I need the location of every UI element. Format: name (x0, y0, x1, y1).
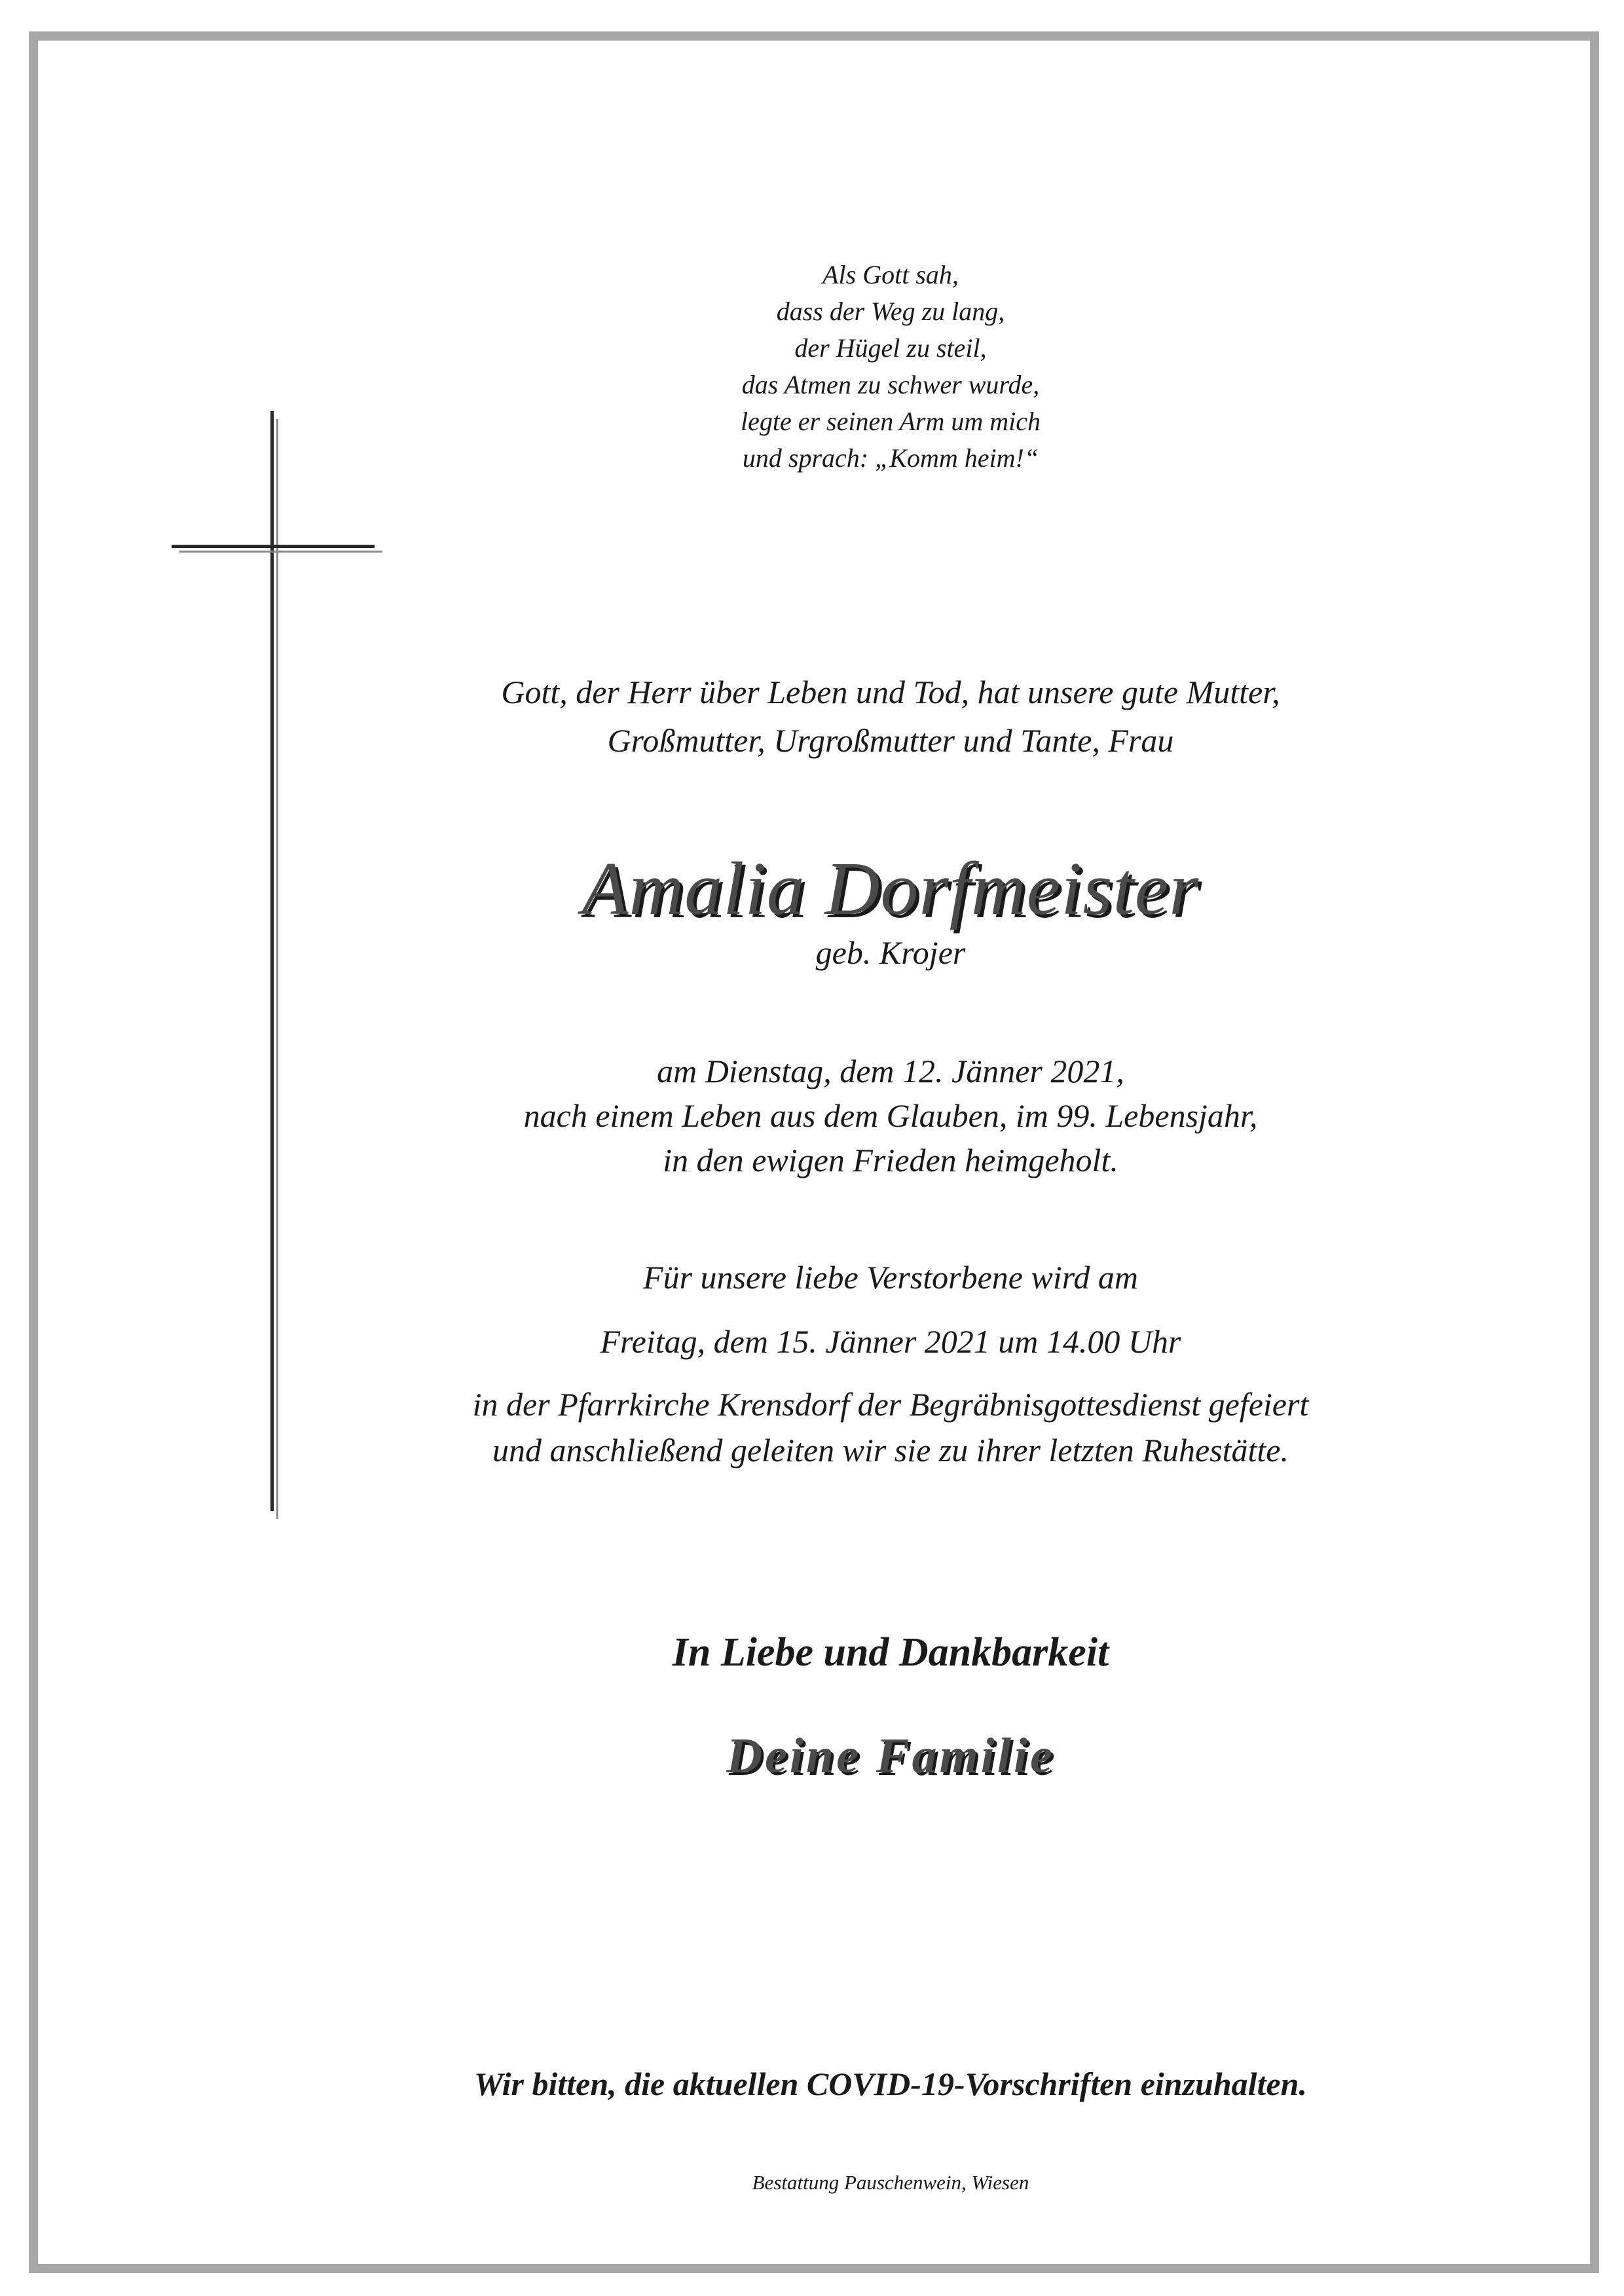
undertaker-credit: Bestattung Pauschenwein, Wiesen (752, 2171, 1029, 2194)
poem-line: dass der Weg zu lang, (776, 297, 1005, 326)
cross-icon-vertical-beam (270, 411, 280, 1511)
deceased-name: Amalia Dorfmeister (581, 847, 1200, 931)
poem-line: der Hügel zu steil, (794, 333, 987, 363)
death-line: am Dienstag, dem 12. Jänner 2021, (657, 1053, 1124, 1089)
funeral-intro: Für unsere liebe Verstorbene wird am (643, 1259, 1138, 1296)
cross-vertical-line-light (276, 419, 278, 1519)
funeral-date: Freitag, dem 15. Jänner 2021 um 14.00 Uhr (600, 1323, 1181, 1360)
cross-horizontal-line-dark (172, 545, 375, 548)
funeral-place-line: und anschließend geleiten wir sie zu ihrer letzten Ruhestätte. (492, 1432, 1289, 1468)
poem-line: das Atmen zu schwer wurde, (741, 370, 1040, 399)
closing-phrase: In Liebe und Dankbarkeit (672, 1630, 1109, 1675)
death-details (367, 1049, 1414, 1182)
cross-horizontal-line-light (179, 551, 382, 553)
announcement-intro (367, 668, 1414, 765)
intro-line: Großmutter, Urgroßmutter und Tante, Frau (607, 722, 1174, 759)
funeral-place-line: in der Pfarrkirche Krensdorf der Begräbnisgottesdienst gefeiert (472, 1386, 1309, 1423)
poem-line: Als Gott sah, (822, 260, 959, 289)
poem-line: und sprach: „Komm heim!“ (742, 443, 1039, 473)
funeral-place (367, 1381, 1414, 1473)
cross-icon-horizontal-beam (172, 545, 382, 554)
maiden-name: geb. Krojer (815, 934, 966, 971)
family-signature: Deine Familie (726, 1728, 1055, 1783)
covid-notice: Wir bitten, die aktuellen COVID-19-Vorschriften einzuhalten. (474, 2066, 1307, 2102)
death-line: nach einem Leben aus dem Glauben, im 99. Lebensjahr, (523, 1097, 1258, 1134)
cross-vertical-line-dark (270, 411, 274, 1511)
poem-line: legte er seinen Arm um mich (740, 407, 1041, 436)
death-line: in den ewigen Frieden heimgeholt. (663, 1142, 1118, 1178)
intro-line: Gott, der Herr über Leben und Tod, hat unsere gute Mutter, (501, 674, 1280, 710)
poem-verse (629, 257, 1153, 477)
